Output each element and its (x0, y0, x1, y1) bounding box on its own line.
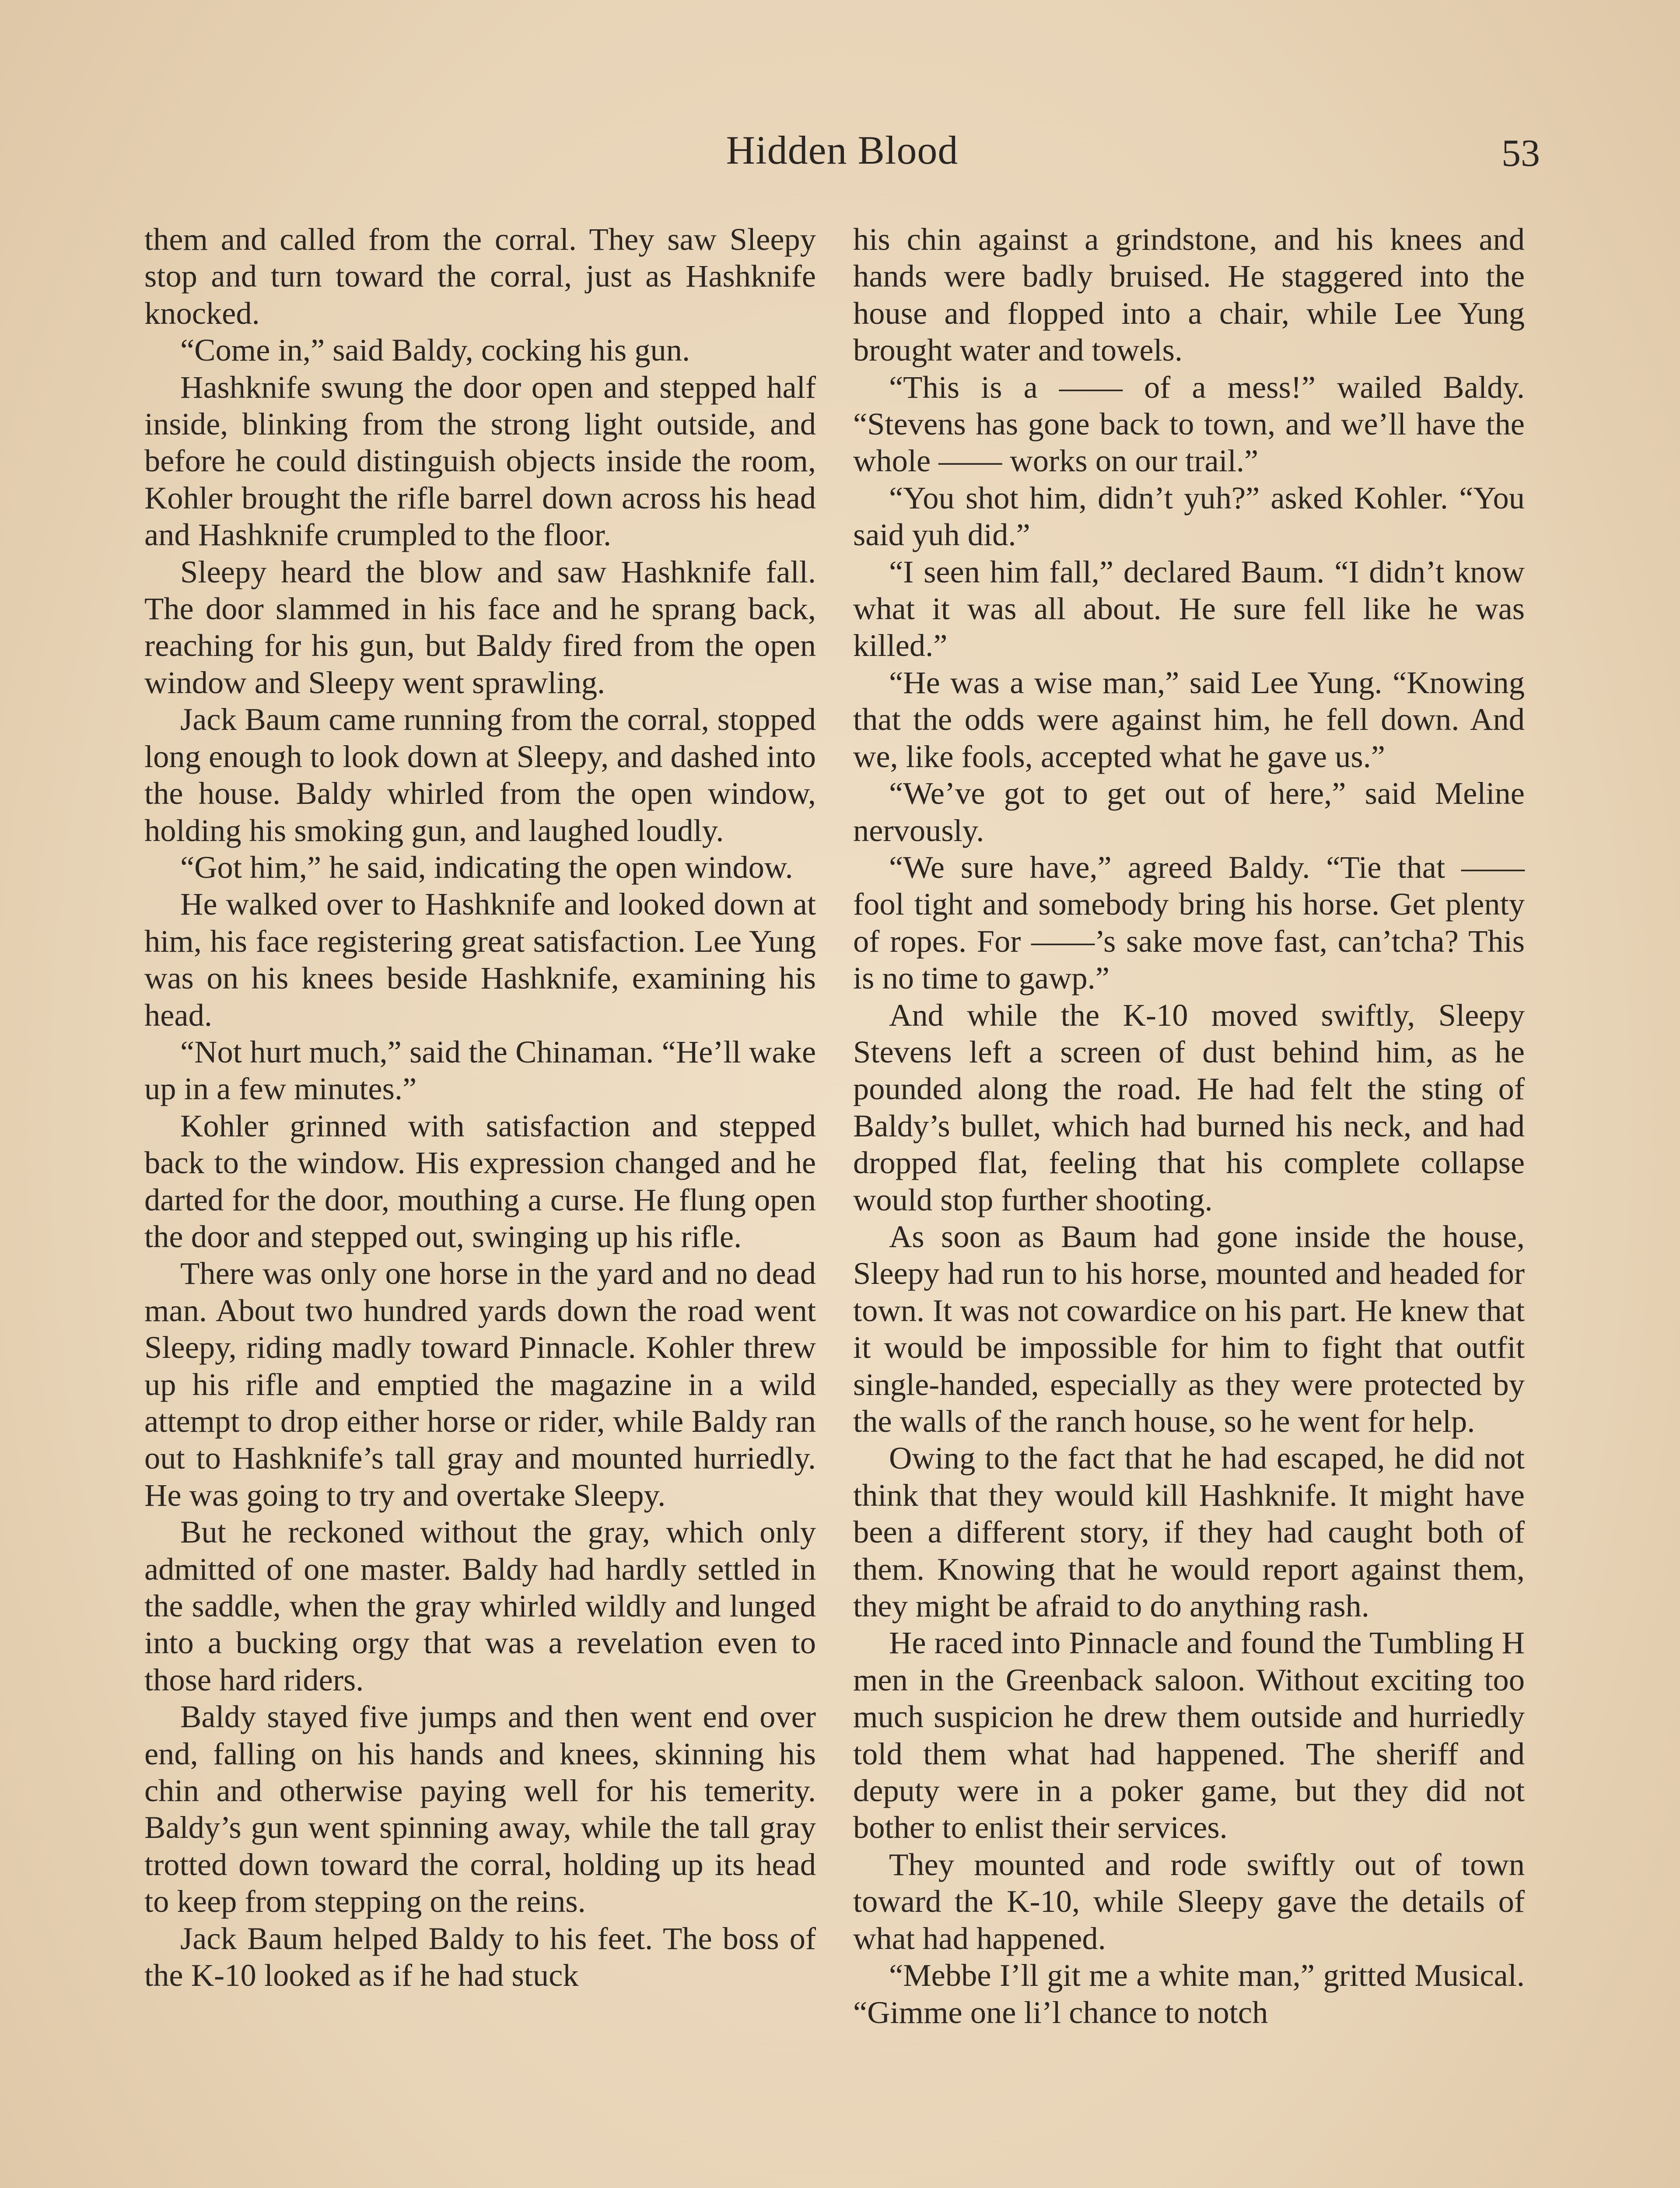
paragraph: “We’ve got to get out of here,” said Meline nervously. (853, 775, 1525, 848)
paragraph: As soon as Baum had gone inside the house, Sleepy had run to his horse, mounted and headed for town. It was not cowardice on his part. He knew that it would be impossible for him to fight that outfit single-handed, especially as they were protected by the walls of the ranch house, so he went for help. (853, 1218, 1525, 1439)
paragraph: Sleepy heard the blow and saw Hashknife fall. The door slammed in his face and he sprang back, reaching for his gun, but Baldy fired from the open window and Sleepy went sprawling. (144, 554, 816, 700)
paragraph: They mounted and rode swiftly out of town toward the K-10, while Sleepy gave the details of what had happened. (853, 1846, 1525, 1956)
paragraph: “You shot him, didn’t yuh?” asked Kohler. “You said yuh did.” (853, 480, 1525, 553)
right-column (853, 221, 1525, 2031)
paragraph: Baldy stayed five jumps and then went end over end, falling on his hands and knees, skinning his chin and otherwise paying well for his temerity. Baldy’s gun went spinning away, while the tall gray trotted down toward the corral, holding up its head to keep from stepping on the reins. (144, 1699, 816, 1919)
paragraph: “Got him,” he said, indicating the open window. (180, 849, 793, 885)
left-column (144, 221, 816, 1994)
page-header (144, 127, 1540, 193)
paragraph: Hashknife swung the door open and stepped half inside, blinking from the strong light outside, and before he could distinguish objects inside the room, Kohler brought the rifle barrel down across his head and Hashknife crumpled to the floor. (144, 369, 816, 553)
paragraph: “Come in,” said Baldy, cocking his gun. (180, 332, 690, 368)
paragraph: Owing to the fact that he had escaped, he did not think that they would kill Hashknife. It might have been a different story, if they had caught both of them. Knowing that he would report against them, they might be afraid to do anything rash. (853, 1440, 1525, 1624)
paragraph: He walked over to Hashknife and looked down at him, his face registering great satisfaction. Lee Yung was on his knees beside Hashknife, examining his head. (144, 886, 816, 1033)
paragraph: “We sure have,” agreed Baldy. “Tie that —— fool tight and somebody bring his horse. Get plenty of ropes. For ——’s sake move fast, can’tcha? This is no time to gawp.” (853, 849, 1525, 996)
paragraph: them and called from the corral. They saw Sleepy stop and turn toward the corral, just as Hashknife knocked. (144, 221, 816, 331)
paragraph: Jack Baum came running from the corral, stopped long enough to look down at Sleepy, and dashed into the house. Baldy whirled from the open window, holding his smoking gun, and laughed loudly. (144, 701, 816, 848)
paragraph: “Not hurt much,” said the Chinaman. “He’ll wake up in a few minutes.” (144, 1034, 816, 1107)
paragraph: “Mebbe I’ll git me a white man,” gritted Musical. “Gimme one li’l chance to notch (853, 1957, 1525, 2030)
paragraph: “I seen him fall,” declared Baum. “I didn’t know what it was all about. He sure fell like he was killed.” (853, 554, 1525, 663)
paragraph: And while the K-10 moved swiftly, Sleepy Stevens left a screen of dust behind him, as he pounded along the road. He had felt the sting of Baldy’s bullet, which had burned his neck, and had dropped flat, feeling that his complete collapse would stop further shooting. (853, 997, 1525, 1217)
paragraph: “This is a —— of a mess!” wailed Baldy. “Stevens has gone back to town, and we’ll have the whole —— works on our trail.” (853, 369, 1525, 479)
paragraph: his chin against a grindstone, and his knees and hands were badly bruised. He staggered into the house and flopped into a chair, while Lee Yung brought water and towels. (853, 221, 1525, 368)
paragraph: He raced into Pinnacle and found the Tumbling H men in the Greenback saloon. Without exciting too much suspicion he drew them outside and hurriedly told them what had happened. The sheriff and deputy were in a poker game, but they did not bother to enlist their services. (853, 1625, 1525, 1845)
paragraph: But he reckoned without the gray, which only admitted of one master. Baldy had hardly settled in the saddle, when the gray whirled wildly and lunged into a bucking orgy that was a revelation even to those hard riders. (144, 1514, 816, 1697)
page-number: 53 (1502, 132, 1540, 175)
paragraph: Jack Baum helped Baldy to his feet. The boss of the K-10 looked as if he had stuck (144, 1920, 816, 1993)
paragraph: There was only one horse in the yard and no dead man. About two hundred yards down the road went Sleepy, riding madly toward Pinnacle. Kohler threw up his rifle and emptied the magazine in a wild attempt to drop either horse or rider, while Baldy ran out to Hashknife’s tall gray and mounted hurriedly. He was going to try and overtake Sleepy. (144, 1255, 816, 1513)
running-title: Hidden Blood (726, 128, 959, 172)
paragraph: Kohler grinned with satisfaction and stepped back to the window. His expression changed and he darted for the door, mouthing a curse. He flung open the door and stepped out, swinging up his rifle. (144, 1108, 816, 1254)
paragraph: “He was a wise man,” said Lee Yung. “Knowing that the odds were against him, he fell down. And we, like fools, accepted what he gave us.” (853, 664, 1525, 774)
